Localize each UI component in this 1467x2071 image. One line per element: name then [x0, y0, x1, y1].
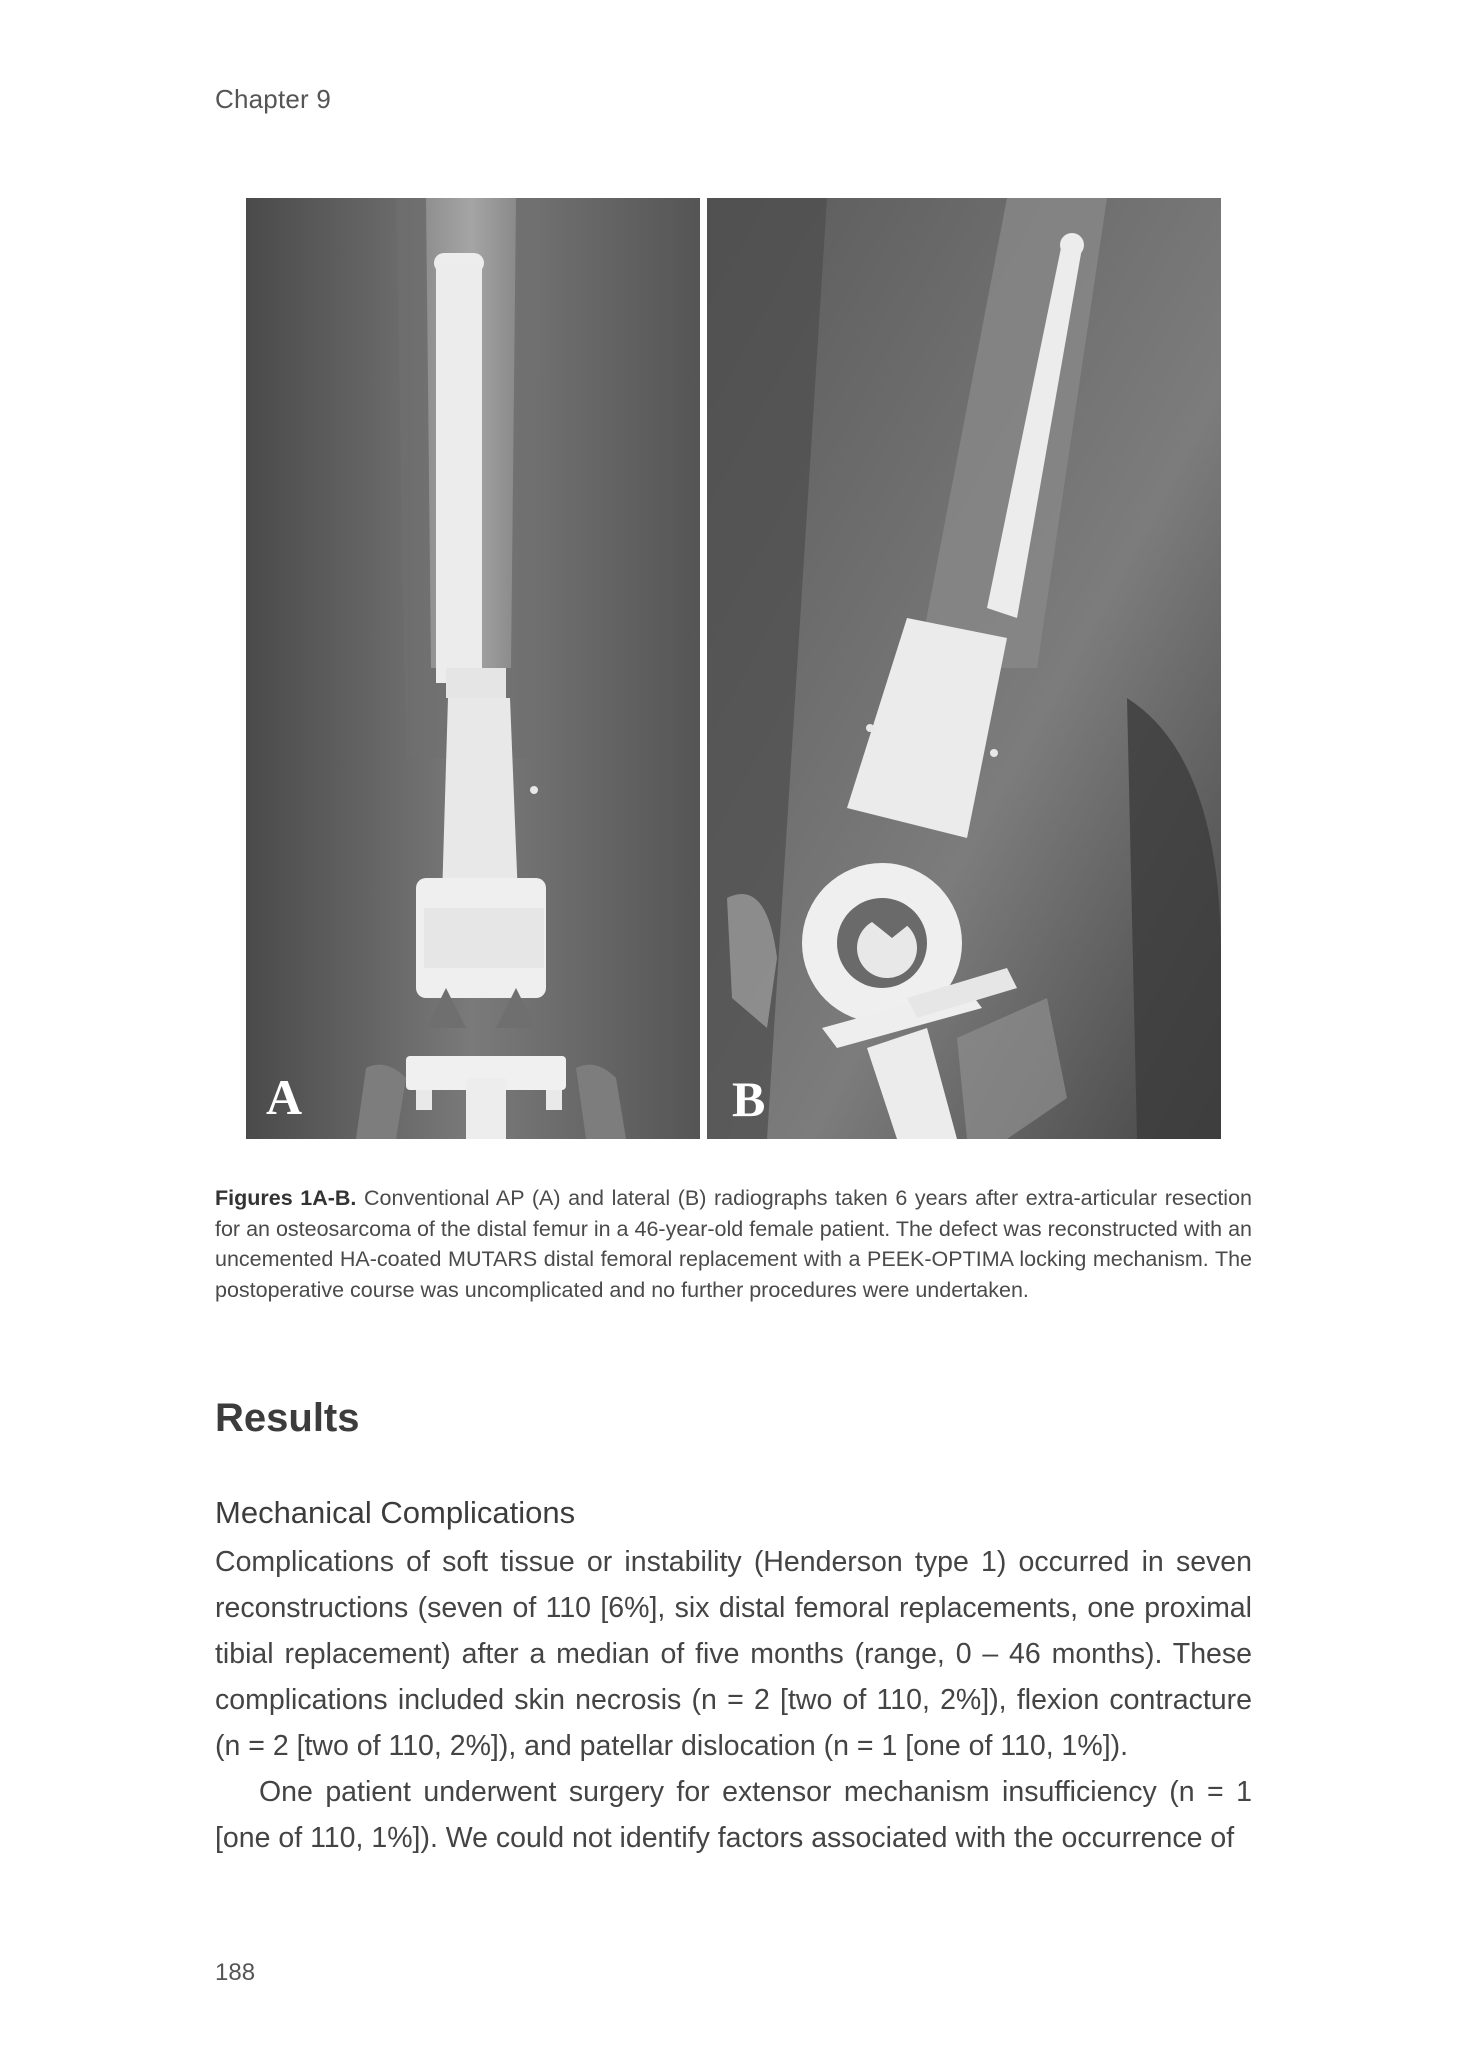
- paragraph-1: Complications of soft tissue or instability (Henderson type 1) occurred in seven reconstructions (seven of 110 [6%], six distal femoral replacements, one proximal tibial replacement) after a median of five months (range, 0 – 46 months). These complications included skin necrosis (n = 2 [two of 110, 2%]), flexion contracture (n = 2 [two of 110, 2%]), and patellar dislocation (n = 1 [one of 110, 1%]).: [215, 1546, 1252, 1762]
- paragraph-2: One patient underwent surgery for extensor mechanism insufficiency (n = 1 [one of 110, 1%]). We could not identify factors associated with the occurrence of: [215, 1776, 1252, 1854]
- radiograph-ap-image: [246, 198, 700, 1139]
- radiograph-lateral: [707, 198, 1221, 1139]
- subsection-title: Mechanical Complications: [215, 1495, 576, 1530]
- page-number: 188: [215, 1959, 256, 1986]
- panel-label-b: B: [732, 1071, 766, 1127]
- caption-label: Figures 1A-B.: [215, 1186, 357, 1210]
- running-head: Chapter 9: [215, 84, 331, 114]
- radiograph-ap: [246, 198, 700, 1139]
- section-title: Results: [215, 1396, 360, 1440]
- radiograph-lateral-image: [707, 198, 1221, 1139]
- body-text: [215, 1539, 1252, 1861]
- figure-caption: [215, 1183, 1252, 1305]
- panel-label-a: A: [266, 1069, 303, 1125]
- caption-text: Conventional AP (A) and lateral (B) radiographs taken 6 years after extra-articular resection for an osteosarcoma of the distal femur in a 46-year-old female patient. The defect was reconstructed with an uncemented HA-coated MUTARS distal femoral replacement with a PEEK-OPTIMA locking mechanism. The postoperative course was uncomplicated and no further procedures were undertaken.: [215, 1186, 1252, 1302]
